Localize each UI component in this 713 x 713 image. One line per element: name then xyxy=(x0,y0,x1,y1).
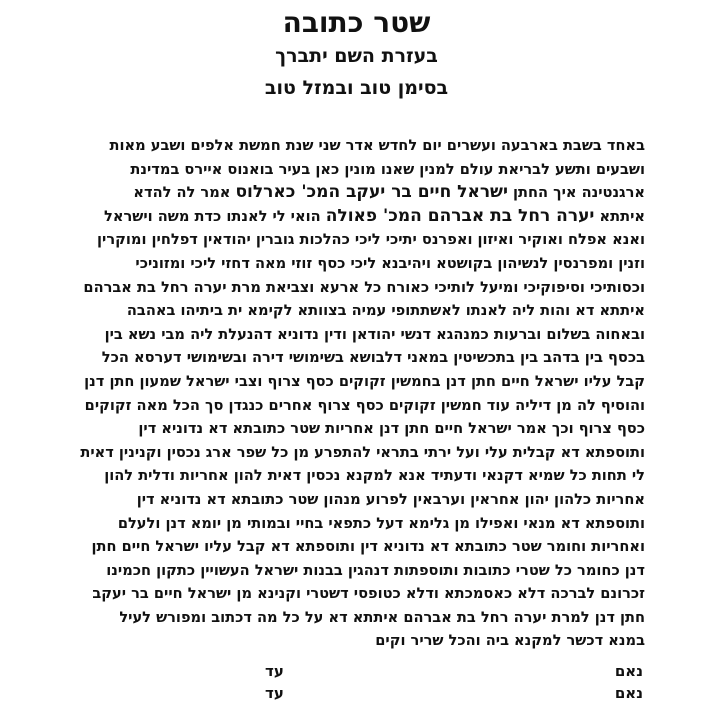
body-line xyxy=(70,488,645,512)
body-line-text: לי תחות כל שמיא דקנאי ודעתיד אנא למקנא נכסין דאית להון אחריות ודלית להון xyxy=(104,467,645,485)
body-line xyxy=(70,370,645,394)
body-line xyxy=(70,417,645,441)
body-line-text: אחריות כלהון יהון אחראין וערבאין לפרוע מנהון שטר כתובתא דא נדוניא דין xyxy=(136,490,645,508)
body-line-text: איתתא xyxy=(594,207,645,225)
body-line-text: ותוספתא דא קבלית עלי ועל ירתי בתראי להתפרע מן כל שפר ארג נכסין וקנינין דאית xyxy=(80,443,645,461)
body-line-text: ותוספתא דא מנאי ואפילו מן גלימא דעל כתפאי בחיי ובמותי מן יומא דנן ולעלם xyxy=(117,514,645,532)
document-subtitle-2: בסימן טוב ובמזל טוב xyxy=(264,77,449,99)
signature-name-label-1: נאם xyxy=(614,662,643,680)
body-line xyxy=(70,464,645,488)
body-line xyxy=(70,512,645,536)
body-line xyxy=(70,299,645,323)
body-line-text: כסף צרוף וכך אמר ישראל חיים חתן דנן אחריות שטר כתובתא דא נדוניא דין xyxy=(138,420,645,438)
body-line xyxy=(70,394,645,418)
body-line-text: והוסיף לה מן דיליה עוד חמשין זקוקים כסף צרוף אחרים כנגדן סך הכל מאה זקוקים xyxy=(84,396,645,414)
body-line xyxy=(70,205,645,229)
witness-label-1: עד xyxy=(265,662,284,680)
body-line xyxy=(70,629,645,653)
body-line-text-after: הואי לי לאנתו כדת משה וישראל xyxy=(104,207,326,225)
body-line-text-after: אמר לה להדא xyxy=(133,184,236,202)
body-line xyxy=(70,134,645,158)
body-line-text: במנא דכשר למקנא ביה והכל שריר וקים xyxy=(375,632,645,650)
body-line-text: וכסותיכי וסיפוקיכי ומיעל לותיכי כאורח כל ארעא וצביאת מרת יערה רחל בת אברהם xyxy=(83,278,645,296)
body-line-name-highlight: יערה רחל בת אברהם המכ' פאולה xyxy=(325,205,595,226)
body-line-text: ואחריות וחומר שטר כתובתא דא נדוניא דין ותוספתא דא קבל עליו ישראל חיים חתן xyxy=(91,538,645,556)
body-line xyxy=(70,323,645,347)
body-line-text: זכרונם לברכה דלא כאסמכתא ודלא כטופסי דשטרי וקנינא מן ישראל חיים בר יעקב xyxy=(92,585,645,603)
body-line xyxy=(70,158,645,182)
body-line-text: וזנין ומפרנסין לנשיהון בקושטא ויהיבנא ליכי כסף זוזי מאה דחזי ליכי ומזוניכי xyxy=(135,254,645,272)
body-line xyxy=(70,441,645,465)
body-line-text: באחד בשבת בארבעה ועשרים יום לחדש אדר שני שנת חמשת אלפים ושבע מאות xyxy=(109,137,645,154)
body-line xyxy=(70,346,645,370)
body-line-text: קבל עליו ישראל חיים חתן דנן בחמשין זקוקים כסף צרוף וצבי ישראל שמעון חתן דנן xyxy=(84,372,645,390)
body-line-text: חתן דנן למרת יערה רחל בת אברהם איתתא דא על כל מה דכתוב ומפורש לעיל xyxy=(119,608,645,626)
body-line xyxy=(70,582,645,606)
body-line-text: איתתא דא והות ליה לאנתו לאשתתופי עמיה בצוותא לקימא ית ביתיהו באהבה xyxy=(126,302,645,320)
body-line-text: ארגנטינה איך החתן xyxy=(507,184,645,202)
body-line xyxy=(70,228,645,252)
document-subtitle-1: בעזרת השם יתברך xyxy=(275,45,438,67)
signature-name-label-2: נאם xyxy=(614,684,643,702)
body-line-text: ובאחוה בשלום וברעות כמנהגא דנשי יהודאן ודין נדוניא דהנעלת ליה מבי נשא בין xyxy=(104,325,645,343)
body-line xyxy=(70,535,645,559)
body-line-name-highlight: ישראל חיים בר יעקב המכ' כארלוס xyxy=(235,182,508,203)
body-line xyxy=(70,252,645,276)
body-line xyxy=(70,559,645,583)
witness-label-2: עד xyxy=(265,684,284,702)
body-line-text: ואנא אפלח ואוקיר ואיזון ואפרנס יתיכי ליכי כהלכות גוברין יהודאין דפלחין ומוקרין xyxy=(97,231,645,249)
body-line xyxy=(70,606,645,630)
body-line-text: בכסף בין בדהב בין בתכשיטין במאני דלבושא בשימושי דירה ובשימושי דערסא הכל xyxy=(101,349,645,367)
ketubah-body-text xyxy=(70,134,645,653)
body-line xyxy=(70,181,645,205)
body-line xyxy=(70,276,645,300)
body-line-text: ושבעים ותשע לבריאת עולם למנין שאנו מונין כאן בעיר בואנוס איירס במדינת xyxy=(130,160,645,178)
document-title: שטר כתובה xyxy=(282,6,431,39)
body-line-text: דנן כחומר כל שטרי כתובות ותוספתות דנהגין בבנות ישראל העשויין כתקון חכמינו xyxy=(106,561,645,579)
